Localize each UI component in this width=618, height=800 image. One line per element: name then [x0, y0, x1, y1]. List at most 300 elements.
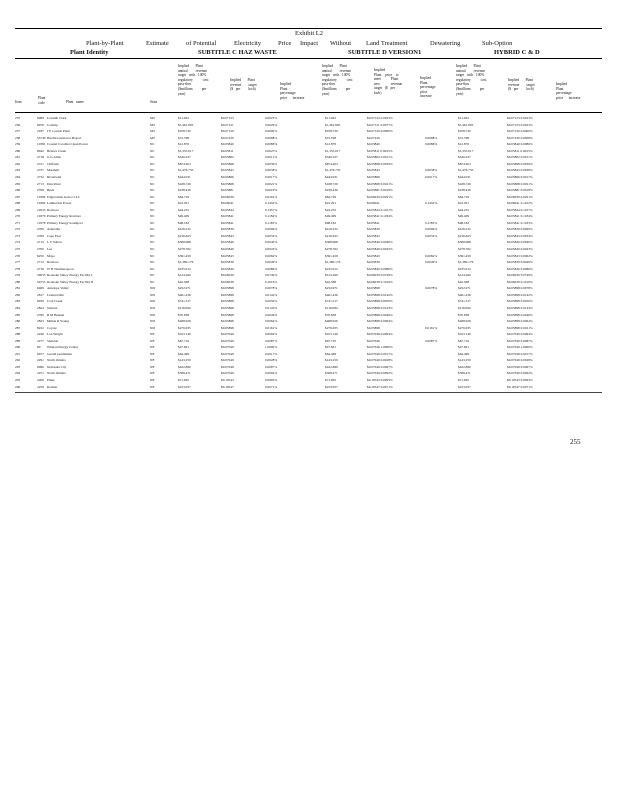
cell-state: MT	[150, 129, 156, 134]
cell-h: $0.07049 0.0094%	[507, 332, 533, 337]
cell-code: 2823	[37, 319, 44, 324]
cell-code: 2790	[37, 312, 44, 317]
cell-b: $0.05843	[221, 253, 234, 258]
cell-c: 0.1184%	[265, 214, 278, 219]
cell-d: $71.665	[325, 378, 337, 382]
cell-code: 60	[37, 345, 41, 350]
cell-name: Primary Energy Roxboro	[47, 214, 82, 219]
cell-name: Lumberton Power	[47, 201, 72, 206]
cell-code: 2187	[37, 129, 44, 134]
cell-d: $422.890	[325, 364, 338, 369]
cell-a: $12.876	[178, 142, 190, 147]
cell-code: 6030	[37, 299, 44, 304]
page-number: 255	[570, 438, 581, 446]
cell-e: $0.06041	[367, 201, 380, 206]
cell-h: $0.10543 0.0093%	[507, 378, 533, 382]
cell-code: 6077	[37, 351, 44, 356]
cell-state: NC	[150, 168, 155, 173]
cell-c: 0.1183%	[265, 220, 278, 225]
cell-c: 0.1452%	[265, 201, 278, 206]
cell-g: $235.912	[458, 266, 471, 271]
cell-name: Leland Olds	[47, 292, 64, 297]
cell-d: $468.926	[325, 319, 338, 324]
cell-d: $368.968	[325, 240, 338, 245]
cell-e: $0.07049 0.0028%	[367, 358, 393, 363]
cell-e: $0.05843	[367, 168, 380, 173]
cell-name: Platte	[47, 378, 55, 382]
cell-state: NE	[150, 345, 155, 350]
cell-g: $1,355.017	[458, 148, 474, 153]
cell-item: 262	[15, 161, 21, 166]
cell-state: NC	[150, 220, 155, 225]
cell-item: 277	[15, 260, 21, 265]
cell-code: 10378	[37, 220, 46, 225]
subtitle-c: SUBTITLE C HAZ WASTE	[198, 49, 277, 56]
cell-h: $0.07123 0.0023%	[507, 122, 533, 127]
cell-c: 0.0092%	[265, 371, 278, 376]
cell-code: 2240	[37, 332, 44, 337]
cell-name: Gerald Gentleman	[47, 351, 72, 356]
table-row	[15, 247, 602, 253]
cell-code: 2708	[37, 188, 44, 193]
cell-item: 283	[15, 299, 21, 304]
cell-item: 272	[15, 227, 21, 232]
title-word: Electricity	[234, 40, 262, 47]
cell-c: 0.0039%	[265, 161, 278, 166]
table-row	[15, 254, 602, 260]
header-plant-code: Plant code	[38, 96, 46, 105]
table-row	[15, 326, 602, 332]
cell-state: NC	[150, 233, 155, 238]
cell-g: $416.232	[458, 227, 471, 232]
cell-a: $22.291	[178, 201, 190, 206]
cell-c: 0.0029%	[265, 122, 278, 127]
cell-c: 0.0043%	[265, 247, 278, 251]
cell-state: NC	[150, 227, 155, 232]
top-rule	[15, 28, 602, 29]
cell-name: North Omaha	[47, 371, 66, 376]
cell-e: $0.05840 0.0086%	[367, 266, 393, 271]
cell-c: 0.0040%	[265, 240, 278, 245]
cell-f: 0.0086%	[425, 142, 438, 147]
cell-d: $84.729	[325, 194, 337, 199]
cell-e: $0.07220	[367, 135, 380, 140]
cell-b: $0.05898	[221, 161, 234, 166]
cell-b: $0.10547	[221, 384, 234, 389]
cell-d: $22.291	[325, 201, 337, 206]
cell-g: $168.729	[458, 181, 471, 186]
cell-b: $0.06039	[221, 273, 234, 278]
cell-c: 0.0028%	[265, 358, 278, 363]
cell-state: NE	[150, 332, 155, 337]
table-row	[15, 365, 602, 371]
cell-c: 0.0064%	[265, 319, 278, 324]
header-state: State	[150, 100, 158, 104]
cell-code: 10379	[37, 214, 46, 219]
cell-a: $368.968	[178, 240, 191, 245]
cell-state: NC	[150, 161, 155, 166]
cell-name: Marshall	[47, 168, 60, 173]
cell-state: ND	[150, 292, 155, 297]
cell-c: 0.0071%	[265, 384, 278, 389]
cell-f: 0.0087%	[425, 338, 438, 343]
cell-b: $0.07123	[221, 116, 234, 120]
table-row	[15, 116, 602, 122]
cell-name: Mayo	[47, 253, 55, 258]
cell-e: $0.05843	[367, 233, 380, 238]
cell-a: $42.568	[178, 279, 190, 284]
cell-a: $444.931	[178, 174, 191, 179]
cell-c: 0.0046%	[265, 312, 278, 317]
cell-g: $874.403	[458, 161, 471, 166]
cell-h: $0.06039 0.0291%	[507, 194, 533, 199]
cell-g: $741.317	[458, 299, 471, 304]
cell-item: 295	[15, 378, 21, 382]
cell-a: $874.403	[178, 161, 191, 166]
cell-name: Kramer	[47, 384, 58, 389]
cell-item: 284	[15, 305, 21, 310]
cell-a: $103.140	[178, 332, 191, 337]
cell-h: $0.05898 0.0078%	[507, 286, 533, 291]
cell-a: $71.665	[178, 378, 190, 382]
cell-e: $0.05898 0.0064%	[367, 319, 393, 324]
cell-e: $0.05898 0.0142%	[367, 292, 393, 297]
cell-code: 8042	[37, 148, 44, 153]
cell-code: 2277	[37, 338, 44, 343]
cell-name: Nebraska City	[47, 364, 67, 369]
cell-d: $42.568	[325, 279, 337, 284]
cell-g: $11.492	[458, 116, 469, 120]
cell-item: 275	[15, 247, 21, 251]
cell-name: Sheldon	[47, 338, 59, 343]
cell-d: $47.841	[325, 345, 337, 350]
cell-b: $0.07049	[221, 358, 234, 363]
cell-e: $0.05811 0.0025%	[367, 148, 393, 153]
cell-code: 8222	[37, 325, 44, 330]
cell-e: $0.05843	[367, 253, 380, 258]
cell-f: 0.0161%	[425, 325, 438, 330]
cell-name: Stanton	[47, 305, 58, 310]
cell-state: ND	[150, 305, 155, 310]
cell-name: Roanoke Valley Energy Facility I	[47, 273, 93, 278]
cell-name: Roxboro	[47, 260, 59, 265]
cell-d: $444.931	[325, 174, 338, 179]
cell-g: $12.876	[458, 142, 470, 147]
cell-name: Hardin Generator Project	[47, 135, 82, 140]
cell-name: Roanoke Valley Energy Facility II	[47, 279, 94, 284]
cell-a: $143.259	[178, 358, 191, 363]
cell-state: NE	[150, 378, 155, 382]
cell-b: $0.05898	[221, 312, 234, 317]
title-word: Dewatering	[430, 40, 461, 47]
cell-code: 2727	[37, 168, 44, 173]
cell-name: Coastal Carolina Clean Power	[47, 142, 88, 147]
cell-code: 6076	[37, 122, 44, 127]
cell-state: NC	[150, 207, 155, 212]
cell-h: $0.05866 0.0017%	[507, 174, 533, 179]
cell-h: $0.05811 0.0025%	[507, 148, 533, 153]
cell-b: $0.07049	[221, 371, 234, 376]
cell-e: $0.05839	[367, 260, 380, 265]
cell-a: $461.436	[178, 292, 191, 297]
cell-item: 291	[15, 351, 21, 356]
cell-b: $0.05839	[221, 260, 234, 265]
cell-state: ND	[150, 325, 155, 330]
cell-a: $416.232	[178, 227, 191, 232]
cell-h: $0.05868 0.0021%	[507, 181, 533, 186]
cell-item: 260	[15, 148, 21, 153]
cell-b: $0.05898	[221, 319, 234, 324]
cell-b: $0.03840	[221, 142, 234, 147]
cell-code: 2721	[37, 161, 44, 166]
cell-d: $108.720	[325, 129, 338, 134]
cell-item: 285	[15, 312, 21, 317]
cell-state: NC	[150, 260, 155, 265]
cell-a: $238.436	[178, 188, 191, 193]
cell-e: $0.05839	[367, 227, 380, 232]
cell-d: $540.227	[325, 155, 338, 160]
cell-c: 0.0062%	[265, 253, 278, 258]
cell-code: 2790	[37, 247, 44, 251]
cell-item: 263	[15, 168, 21, 173]
cell-h: $0.05840 0.0040%	[507, 240, 533, 245]
header-plant-name: Plant name	[66, 100, 84, 104]
cell-h: $0.05839 0.0099%	[507, 227, 533, 232]
cell-item: 269	[15, 207, 21, 212]
cell-a: $11.492	[178, 116, 189, 120]
cell-name: Lewis& Clark	[47, 116, 67, 120]
cell-e: $0.05841 0.1184%	[367, 214, 393, 219]
exhibit-label: Exhibit L2	[295, 30, 323, 37]
table-row	[15, 358, 602, 364]
cell-g: $143.259	[458, 358, 471, 363]
cell-name: North Omaha	[47, 358, 66, 363]
cell-name: Primary Energy Southport	[47, 220, 83, 225]
header-c-revenue-target: Implied Plant revenue target ($ per kwh)	[230, 78, 257, 92]
cell-e: $0.05898 0.0143%	[367, 305, 393, 310]
cell-e: $0.03840	[367, 142, 380, 147]
cell-c: 1.0000%	[265, 345, 278, 350]
cell-b: $0.05840	[221, 240, 234, 245]
cell-c: 0.0049%	[265, 260, 278, 265]
table-row	[15, 188, 602, 194]
cell-e: $0.10543 0.0093%	[367, 378, 393, 382]
cell-code: 2266	[37, 378, 44, 382]
cell-c: 0.0142%	[265, 292, 278, 297]
cell-h: $0.05898 0.0064%	[507, 319, 533, 324]
cell-state: NC	[150, 214, 155, 219]
cell-state: NE	[150, 384, 155, 389]
cell-h: $0.05839 0.0049%	[507, 260, 533, 265]
cell-d: $238.436	[325, 188, 338, 193]
cell-c: 0.0749%	[265, 273, 278, 278]
cell-d: $278.762	[325, 247, 338, 251]
cell-code: 10382	[37, 201, 46, 206]
header-bottom-rule	[15, 112, 602, 113]
cell-item: 286	[15, 319, 21, 324]
cell-d: $168.729	[325, 181, 338, 186]
cell-name: J E Corette Plant	[47, 129, 70, 134]
cell-a: $252.971	[178, 286, 191, 291]
cell-code: 2291	[37, 358, 44, 363]
cell-state: ND	[150, 286, 155, 291]
cell-a: $84.729	[178, 194, 190, 199]
cell-e: $0.05898	[367, 325, 380, 330]
cell-code: 2718	[37, 155, 44, 160]
table-row	[15, 155, 602, 161]
cell-code: 10384	[37, 194, 46, 199]
table-row	[15, 240, 602, 246]
table-row	[15, 299, 602, 305]
cell-a: $276.635	[178, 325, 191, 330]
cell-a: $468.926	[178, 319, 191, 324]
title-word: Plant-by-Plant	[86, 40, 124, 47]
cell-h: $0.05898 0.0039%	[507, 161, 533, 166]
cell-a: $1,380.176	[178, 260, 194, 265]
cell-code: 10525	[37, 207, 46, 212]
table-row	[15, 319, 602, 325]
cell-item: 288	[15, 332, 21, 337]
cell-g: $368.968	[458, 240, 471, 245]
cell-d: $64.469	[325, 351, 337, 356]
cell-h: $0.05898 0.0046%	[507, 312, 533, 317]
cell-state: NC	[150, 266, 155, 271]
cell-d: $116.084	[325, 305, 338, 310]
cell-c: 0.0093%	[265, 378, 278, 382]
cell-e: $0.05844 0.1457%	[367, 207, 393, 212]
cell-f: 0.0078%	[425, 286, 438, 291]
table-row	[15, 136, 602, 142]
cell-f: 0.0038%	[425, 168, 438, 173]
cell-item: 257	[15, 129, 21, 134]
cell-a: $72.798	[178, 135, 190, 140]
header-c-percentage: Implied Plant percentage price increase	[280, 82, 305, 100]
cell-item: 268	[15, 201, 21, 206]
table-row	[15, 280, 602, 286]
cell-item: 259	[15, 142, 21, 147]
cell-e: $0.05840 0.0043%	[367, 247, 393, 251]
cell-name: Edgecombe Genco LLC	[47, 194, 80, 199]
cell-h: $0.05843 0.0034%	[507, 233, 533, 238]
cell-e: $0.07049 0.0067%	[367, 364, 393, 369]
cell-d: $12.876	[325, 142, 337, 147]
cell-b: $0.05881	[221, 188, 234, 193]
cell-name: W H Weatherspoon	[47, 266, 74, 271]
subtitle-plant-identity: Plant Identity	[70, 49, 109, 56]
cell-c: 0.0017%	[265, 351, 278, 356]
cell-item: 266	[15, 188, 21, 193]
cell-b: $0.07049	[221, 345, 234, 350]
cell-e: $0.05868 0.0021%	[367, 181, 393, 186]
cell-h: $0.06039 0.0749%	[507, 273, 533, 278]
cell-item: 270	[15, 214, 21, 219]
cell-b: $0.05843	[221, 233, 234, 238]
table-row	[15, 234, 602, 240]
cell-d: $1,380.176	[325, 260, 341, 265]
cell-f: 0.0062%	[425, 253, 438, 258]
cell-b: $0.05898	[221, 325, 234, 330]
cell-state: ND	[150, 319, 155, 324]
cell-code: 6250	[37, 253, 44, 258]
cell-a: $1,461.805	[178, 122, 194, 127]
cell-g: $64.469	[458, 351, 470, 356]
cell-item: 294	[15, 371, 21, 376]
cell-c: 0.0034%	[265, 233, 278, 238]
cell-g: $1,461.805	[458, 122, 474, 127]
cell-name: Whelan Energy Center	[47, 345, 79, 350]
table-row	[15, 129, 602, 135]
header-item: Item	[15, 100, 22, 104]
cell-e: $0.07049 0.0094%	[367, 332, 393, 337]
table-row	[15, 313, 602, 319]
cell-b: $0.10543	[221, 378, 234, 382]
cell-g: $276.635	[458, 325, 471, 330]
cell-state: NE	[150, 371, 155, 376]
cell-state: ND	[150, 299, 155, 304]
cell-h: $0.05840 0.0086%	[507, 266, 533, 271]
cell-e: $0.07049 0.0092%	[367, 371, 393, 376]
cell-b: $0.05866	[221, 174, 234, 179]
subtitle-hybrid: HYBRID C & D	[494, 49, 540, 56]
cell-e: $0.05898 0.0050%	[367, 299, 393, 304]
title-word: Estimate	[146, 40, 169, 47]
cell-b: $0.06039	[221, 194, 234, 199]
title-word: Without	[330, 40, 352, 47]
subtitle-d: SUBTITLE D VERSION1	[348, 49, 422, 56]
cell-item: 265	[15, 181, 21, 186]
cell-name: L V Sutton	[47, 240, 62, 245]
cell-g: $71.665	[458, 378, 470, 382]
cell-b: $0.05843	[221, 168, 234, 173]
cell-b: $0.05862	[221, 155, 234, 160]
cell-c: 0.0021%	[265, 181, 278, 186]
cell-c: 0.0038%	[265, 168, 278, 173]
cell-item: 258	[15, 135, 21, 140]
cell-state: MT	[150, 116, 156, 120]
cell-f: 0.0099%	[425, 227, 438, 232]
cell-state: MT	[150, 135, 156, 140]
cell-e: $0.07049 1.0000%	[367, 345, 393, 350]
cell-code: 2713	[37, 181, 44, 186]
cell-item: 264	[15, 174, 21, 179]
cell-a: $235.912	[178, 266, 191, 271]
cell-item: 255	[15, 116, 21, 120]
cell-name: Antelope Valley	[47, 286, 69, 291]
cell-h: $0.05840 0.0043%	[507, 247, 533, 251]
table-row	[15, 345, 602, 351]
cell-a: $398.471	[178, 371, 191, 376]
cell-e: $0.05898 0.0046%	[367, 312, 393, 317]
header-d-percentage: Implied Plant percentage price increase	[420, 76, 436, 99]
cell-b: $0.07120	[221, 129, 234, 134]
table-row	[15, 293, 602, 299]
cell-d: $67.710	[325, 338, 337, 343]
cell-name: Buck	[47, 188, 55, 193]
table-row	[15, 149, 602, 155]
cell-c: 0.0291%	[265, 194, 278, 199]
cell-h: $0.05898 0.0142%	[507, 292, 533, 297]
cell-code: 6469	[37, 286, 44, 291]
cell-h: $0.07049 0.0092%	[507, 371, 533, 376]
cell-f: 0.0049%	[425, 260, 438, 265]
cell-item: 271	[15, 220, 21, 225]
table-row	[15, 352, 602, 358]
cell-g: $278.762	[458, 247, 471, 251]
cell-item: 289	[15, 338, 21, 343]
cell-item: 280	[15, 279, 21, 284]
cell-e: $0.07049	[367, 338, 380, 343]
cell-g: $116.084	[458, 305, 471, 310]
